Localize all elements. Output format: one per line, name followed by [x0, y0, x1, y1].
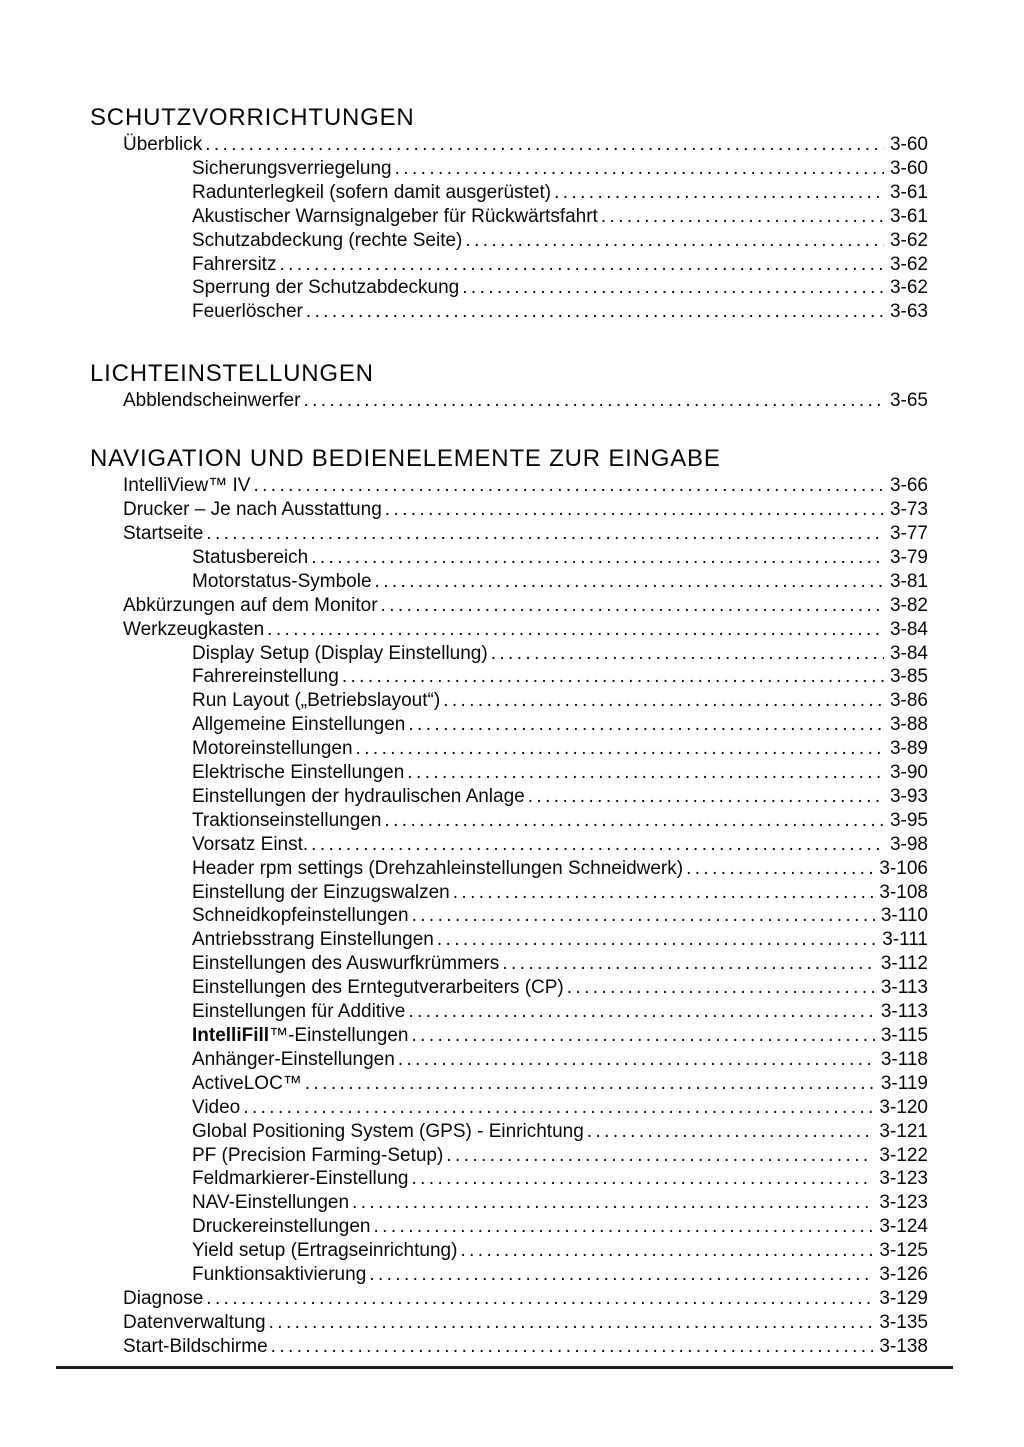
leader-dots	[528, 785, 884, 809]
leader-dots	[356, 737, 884, 761]
toc-entry	[90, 133, 928, 157]
toc-entry-page-number: 3-62	[889, 277, 928, 299]
toc-section	[90, 444, 928, 1359]
toc-entry-label: Start-Bildschirme	[123, 1335, 268, 1357]
toc-entry-page-number: 3-98	[889, 833, 928, 855]
leader-dots	[381, 594, 884, 618]
toc-entry-page-number: 3-65	[889, 390, 928, 412]
toc-entry-label: Motorstatus-Symbole	[192, 570, 372, 592]
leader-dots	[306, 300, 884, 324]
toc-entry-label-rest: ™-Einstellungen	[269, 1025, 409, 1046]
toc-entry-page-number: 3-110	[880, 905, 928, 927]
leader-dots	[352, 1191, 873, 1215]
toc-entry-page-number: 3-82	[889, 594, 928, 616]
toc-entry-page-number: 3-118	[880, 1048, 928, 1070]
leader-dots	[554, 181, 884, 205]
toc-entry-label: Einstellungen der hydraulischen Anlage	[192, 785, 525, 807]
leader-dots	[267, 618, 884, 642]
toc-entry-page-number: 3-84	[889, 642, 928, 664]
toc-entry	[90, 1215, 928, 1239]
toc-entry	[90, 713, 928, 737]
toc-entry-label: Elektrische Einstellungen	[192, 762, 405, 784]
toc-entry	[90, 833, 928, 857]
toc-entry-page-number: 3-93	[889, 785, 928, 807]
toc-entry-page-number: 3-95	[889, 809, 928, 831]
leader-dots	[446, 1144, 873, 1168]
toc-entry	[90, 1263, 928, 1287]
toc-entry-label: Fahrersitz	[192, 253, 277, 275]
toc-entry-page-number: 3-60	[889, 134, 928, 155]
leader-dots	[567, 976, 875, 1000]
toc-entry	[90, 689, 928, 713]
leader-dots	[311, 833, 884, 857]
leader-dots	[369, 1263, 873, 1287]
leader-dots	[279, 253, 884, 277]
toc-entry	[90, 205, 928, 229]
toc-entry-page-number: 3-89	[889, 738, 928, 760]
toc-entry-label: Vorsatz Einst.	[192, 833, 309, 855]
leader-dots	[385, 498, 884, 522]
leader-dots	[384, 809, 884, 833]
toc-entry	[90, 570, 928, 594]
toc-entry-page-number: 3-86	[889, 690, 928, 712]
toc-entry	[90, 389, 928, 413]
section-title: LICHTEINSTELLUNGEN	[90, 360, 374, 388]
toc-entry-page-number: 3-129	[879, 1287, 928, 1309]
toc-entry	[90, 1287, 928, 1311]
toc-entry-label: Einstellung der Einzugswalzen	[192, 881, 450, 903]
leader-dots	[206, 522, 884, 546]
toc-entry-page-number: 3-119	[880, 1072, 928, 1094]
leader-dots	[407, 761, 884, 785]
toc-entry	[90, 665, 928, 689]
toc-entry-label: Werkzeugkasten	[123, 618, 265, 640]
toc-entry-page-number: 3-120	[879, 1096, 928, 1118]
toc-entry-page-number: 3-111	[882, 929, 928, 951]
section-title: NAVIGATION UND BEDIENELEMENTE ZUR EINGABE	[90, 445, 721, 473]
toc-entry-page-number: 3-138	[879, 1335, 928, 1357]
toc-entry	[90, 1239, 928, 1263]
toc-entry-label: Video	[192, 1096, 241, 1118]
toc-entry-page-number: 3-106	[879, 857, 928, 879]
leader-dots	[303, 389, 884, 413]
toc-section	[90, 103, 928, 324]
toc-entry-page-number: 3-62	[889, 229, 928, 251]
toc-entry-page-number: 3-62	[889, 253, 928, 275]
toc-entry	[90, 229, 928, 253]
toc-entry	[90, 1096, 928, 1120]
toc-entry-label: Datenverwaltung	[123, 1311, 266, 1333]
toc-entry-label: Diagnose	[123, 1287, 204, 1309]
leader-dots	[686, 857, 873, 881]
toc-entry	[90, 1311, 928, 1335]
toc-entry-label	[192, 1024, 408, 1048]
toc-entry	[90, 1072, 928, 1096]
toc-entry-page-number: 3-84	[889, 618, 928, 640]
toc-entry-page-number: 3-88	[889, 714, 928, 736]
toc-entry-label: Motoreinstellungen	[192, 738, 353, 760]
leader-dots	[460, 1239, 873, 1263]
toc-entry-label: Abkürzungen auf dem Monitor	[123, 594, 378, 616]
leader-dots	[465, 229, 884, 253]
leader-dots	[502, 952, 875, 976]
leader-dots	[411, 1167, 873, 1191]
toc-entry-label: Einstellungen des Auswurfkrümmers	[192, 953, 500, 975]
leader-dots	[269, 1311, 874, 1335]
toc-entry	[90, 1335, 928, 1359]
toc-entry-page-number: 3-66	[889, 475, 928, 497]
toc-entry-page-number: 3-112	[880, 953, 928, 975]
leader-dots	[437, 928, 876, 952]
toc-entry	[90, 300, 928, 324]
toc-entry-label-bold: IntelliFill	[192, 1025, 270, 1046]
toc-entry-label: Radunterlegkeil (sofern damit ausgerüstet)	[192, 181, 552, 203]
toc-entry	[90, 809, 928, 833]
toc-entry-label: IntelliView™ IV	[123, 475, 251, 497]
toc-entry-page-number: 3-63	[889, 301, 928, 323]
toc-entry	[90, 642, 928, 666]
toc-entry-label: ActiveLOC™	[192, 1072, 302, 1094]
leader-dots	[398, 1048, 875, 1072]
leader-dots	[375, 570, 884, 594]
toc-entry	[90, 785, 928, 809]
toc-entry-label: Feuerlöscher	[192, 301, 303, 323]
leader-dots	[443, 689, 884, 713]
toc-entry-page-number: 3-113	[880, 1001, 928, 1023]
toc-entry-label: Display Setup (Display Einstellung)	[192, 642, 488, 664]
leader-dots	[311, 546, 884, 570]
leader-dots	[491, 642, 884, 666]
toc-entry-label: Einstellungen des Erntegutverarbeiters (CP)	[192, 977, 564, 999]
toc-entry-label: Sicherungsverriegelung	[192, 157, 392, 179]
leader-dots	[411, 1024, 874, 1048]
toc-entry-label: NAV-Einstellungen	[192, 1192, 350, 1214]
toc-entry	[90, 1000, 928, 1024]
toc-entry-page-number: 3-85	[889, 666, 928, 688]
toc-entry-label: Schutzabdeckung (rechte Seite)	[192, 229, 463, 251]
toc-section	[90, 359, 928, 413]
leader-dots	[305, 1072, 875, 1096]
toc-entry-page-number: 3-123	[879, 1192, 928, 1214]
toc-entry-page-number: 3-73	[889, 499, 928, 521]
leader-dots	[206, 1287, 873, 1311]
leader-dots	[408, 713, 884, 737]
toc-entry-page-number: 3-125	[879, 1240, 928, 1262]
toc-entry	[90, 1144, 928, 1168]
toc-entry-label: Überblick	[123, 134, 203, 155]
toc-entry-page-number: 3-126	[879, 1264, 928, 1286]
toc-entry-page-number: 3-135	[879, 1311, 928, 1333]
toc-entry	[90, 546, 928, 570]
toc-entry-page-number: 3-81	[889, 570, 928, 592]
table-of-contents	[90, 103, 928, 1359]
toc-entry-label: Feldmarkierer-Einstellung	[192, 1168, 409, 1190]
toc-entry-label: Traktionseinstellungen	[192, 809, 382, 831]
toc-entry	[90, 737, 928, 761]
leader-dots	[374, 1215, 874, 1239]
toc-entry-page-number: 3-122	[879, 1144, 928, 1166]
toc-entry-page-number: 3-115	[880, 1025, 928, 1046]
toc-entry-page-number: 3-61	[889, 181, 928, 203]
toc-entry-label: Abblendscheinwerfer	[123, 390, 301, 412]
leader-dots	[253, 474, 884, 498]
leader-dots	[205, 133, 884, 157]
toc-entry	[90, 1024, 928, 1048]
toc-entry-label: Sperrung der Schutzabdeckung	[192, 277, 460, 299]
toc-entry	[90, 181, 928, 205]
toc-entry-label: Druckereinstellungen	[192, 1216, 371, 1238]
toc-entry-label: Anhänger-Einstellungen	[192, 1048, 395, 1070]
toc-entry-label: Schneidkopfeinstellungen	[192, 905, 409, 927]
toc-entry	[90, 253, 928, 277]
toc-entry	[90, 976, 928, 1000]
toc-entry	[90, 498, 928, 522]
toc-entry-page-number: 3-121	[879, 1120, 928, 1142]
toc-entry-label: Akustischer Warnsignalgeber für Rückwärtsfahrt	[192, 205, 598, 227]
toc-entry	[90, 276, 928, 300]
toc-entry-page-number: 3-113	[880, 977, 928, 999]
toc-entry	[90, 618, 928, 642]
toc-entry	[90, 474, 928, 498]
toc-entry-label: Antriebsstrang Einstellungen	[192, 929, 434, 951]
toc-entry-page-number: 3-61	[889, 205, 928, 227]
toc-entry	[90, 594, 928, 618]
toc-entry-label: PF (Precision Farming-Setup)	[192, 1144, 444, 1166]
toc-entry-page-number: 3-79	[889, 546, 928, 568]
toc-entry-label: Fahrereinstellung	[192, 666, 339, 688]
toc-entry-page-number: 3-124	[879, 1216, 928, 1238]
toc-entry	[90, 761, 928, 785]
toc-entry-label: Allgemeine Einstellungen	[192, 714, 406, 736]
leader-dots	[601, 205, 884, 229]
toc-entry-label: Header rpm settings (Drehzahleinstellungen Schneidwerk)	[192, 857, 684, 879]
toc-entry-label: Funktionsaktivierung	[192, 1264, 367, 1286]
toc-entry	[90, 904, 928, 928]
toc-entry-label: Drucker – Je nach Ausstattung	[123, 499, 382, 521]
toc-entry-page-number: 3-123	[879, 1168, 928, 1190]
toc-entry-label: Yield setup (Ertragseinrichtung)	[192, 1240, 458, 1262]
leader-dots	[453, 881, 874, 905]
toc-entry	[90, 857, 928, 881]
leader-dots	[587, 1120, 874, 1144]
leader-dots	[412, 904, 875, 928]
toc-entry-label: Startseite	[123, 522, 204, 544]
leader-dots	[243, 1096, 873, 1120]
leader-dots	[395, 157, 884, 181]
toc-entry-label: Statusbereich	[192, 546, 309, 568]
toc-entry-label: Global Positioning System (GPS) - Einrichtung	[192, 1120, 584, 1142]
toc-entry-label: Einstellungen für Additive	[192, 1001, 406, 1023]
toc-entry	[90, 928, 928, 952]
toc-entry	[90, 157, 928, 181]
section-title: SCHUTZVORRICHTUNGEN	[90, 104, 415, 131]
leader-dots	[408, 1000, 874, 1024]
toc-entry-page-number: 3-90	[889, 762, 928, 784]
leader-dots	[342, 665, 884, 689]
toc-entry-page-number: 3-60	[889, 157, 928, 179]
toc-entry	[90, 1167, 928, 1191]
toc-entry	[90, 1120, 928, 1144]
toc-entry	[90, 522, 928, 546]
toc-entry	[90, 952, 928, 976]
toc-entry-page-number: 3-77	[889, 522, 928, 544]
leader-dots	[462, 276, 884, 300]
bottom-rule	[56, 1366, 953, 1369]
toc-entry	[90, 881, 928, 905]
toc-entry	[90, 1048, 928, 1072]
toc-entry-label: Run Layout („Betriebslayout“)	[192, 690, 441, 712]
toc-entry	[90, 1191, 928, 1215]
toc-entry-page-number: 3-108	[879, 881, 928, 903]
leader-dots	[271, 1335, 874, 1359]
